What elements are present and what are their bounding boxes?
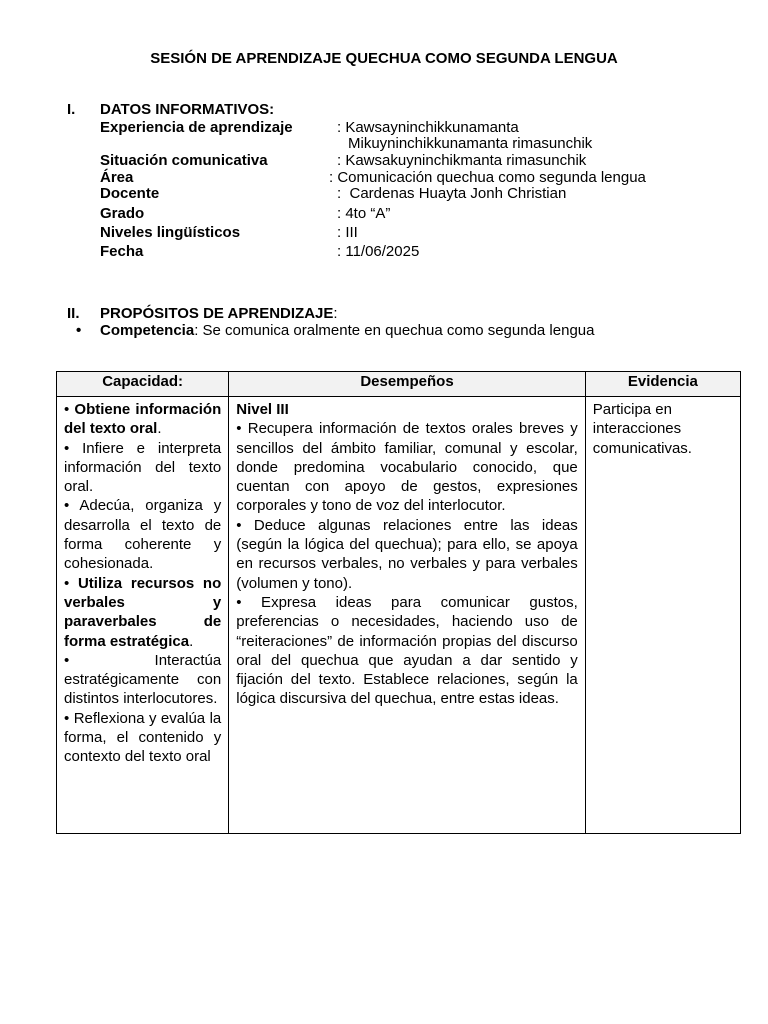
desempeno-item: • Deduce algunas relaciones entre las ideas (según la lógica del quechua); para ello, se apoya en recursos verbales, no verbales y para verbales (volumen y tono). xyxy=(236,516,578,592)
capacidad-item xyxy=(64,709,221,767)
evidencia-cell xyxy=(585,397,740,834)
section-2-title xyxy=(100,305,338,322)
info-value-cont: Mikuyninchikkunamanta rimasunchik xyxy=(348,135,593,152)
section-1-number: I. xyxy=(67,101,76,118)
desempeno-item: • Recupera información de textos orales breves y sencillos del ámbito familiar, comunal y escolar, donde predomina vocabulario conocido, que cuentan con apoyo de gestos, expresiones corporales y tono de voz del interlocutor. xyxy=(236,420,578,515)
bullet-icon: • xyxy=(64,401,75,418)
info-row-fecha xyxy=(100,243,700,261)
info-row-grado xyxy=(100,205,700,223)
bullet-icon: • xyxy=(64,497,80,515)
section-2-title-text: PROPÓSITOS DE APRENDIZAJE xyxy=(100,305,334,322)
info-row-niveles xyxy=(100,224,700,242)
desempenos-cell xyxy=(229,397,586,834)
info-value: : Cardenas Huayta Jonh Christian xyxy=(337,185,567,202)
info-label: Experiencia de aprendizaje xyxy=(100,119,293,136)
capacidad-bold: Utiliza recursos no verbales y paraverbales de forma estratégica xyxy=(64,574,222,650)
info-label: Grado xyxy=(100,205,145,222)
info-row-situacion xyxy=(100,152,700,170)
evidencia-text: Participa en interacciones comunicativas. xyxy=(592,401,692,457)
bullet-icon: • xyxy=(64,574,78,592)
bullet-icon: • xyxy=(64,709,74,727)
capacidad-bold: Obtiene información del texto oral xyxy=(64,401,222,438)
desempeno-item: • Expresa ideas para comunicar gustos, preferencias o necesidades, haciendo uso de “reiteraciones” de información propias del discurso oral del quechua que ayudan a dar sentido y fijación del texto. Establece relaciones, según la lógica discursiva del quechua, entre estas ideas. xyxy=(236,593,578,708)
capacidad-text: Interactúa estratégicamente con distintos interlocutores. xyxy=(64,651,222,708)
info-label: Docente xyxy=(100,185,160,202)
capacidad-item xyxy=(64,439,221,497)
info-row-docente xyxy=(100,185,700,203)
capacidad-text: Reflexiona y evalúa la forma, el contenido y contexto del texto oral xyxy=(64,709,222,766)
bullet-icon: • xyxy=(64,651,155,669)
info-value: : Kawsayninchikkunamanta xyxy=(337,119,519,136)
header-desempenos: Desempeños xyxy=(229,372,586,397)
nivel-label: Nivel III xyxy=(236,401,289,418)
capacidad-text: Infiere e interpreta información del texto oral. xyxy=(64,439,222,496)
info-label: Situación comunicativa xyxy=(100,152,268,169)
section-1-title: DATOS INFORMATIVOS: xyxy=(100,101,275,118)
competencias-table xyxy=(56,371,741,834)
bullet-icon: • xyxy=(64,439,83,457)
info-label: Área xyxy=(100,169,134,186)
table-row xyxy=(57,397,741,834)
competencia-text xyxy=(100,322,594,339)
info-value: : Comunicación quechua como segunda lengua xyxy=(329,169,646,186)
competencia-value: : Se comunica oralmente en quechua como segunda lengua xyxy=(194,322,595,339)
header-evidencia: Evidencia xyxy=(585,372,740,397)
info-label: Fecha xyxy=(100,243,144,260)
info-row-experiencia-cont xyxy=(100,135,700,153)
info-value: : III xyxy=(337,224,358,241)
capacidades-cell xyxy=(57,397,229,834)
table-header-row xyxy=(57,372,741,397)
info-label: Niveles lingüísticos xyxy=(100,224,241,241)
capacidad-item xyxy=(64,496,221,573)
page-title: SESIÓN DE APRENDIZAJE QUECHUA COMO SEGUNDA LENGUA xyxy=(150,50,618,67)
info-value: : 4to “A” xyxy=(337,205,391,222)
competencia-label: Competencia xyxy=(100,322,195,339)
capacidad-item xyxy=(64,400,221,439)
info-value: : 11/06/2025 xyxy=(337,243,420,260)
info-value: : Kawsakuyninchikmanta rimasunchik xyxy=(337,152,587,169)
section-2-title-colon: : xyxy=(333,305,338,322)
header-capacidad: Capacidad: xyxy=(57,372,229,397)
capacidad-text: Adecúa, organiza y desarrolla el texto de forma coherente y cohesionada. xyxy=(64,497,222,573)
section-2-number: II. xyxy=(67,305,80,322)
capacidad-item xyxy=(64,574,221,651)
capacidad-text: . xyxy=(189,632,194,650)
capacidad-text: . xyxy=(157,420,162,438)
bullet-icon: • xyxy=(76,322,82,339)
capacidad-item xyxy=(64,651,221,709)
